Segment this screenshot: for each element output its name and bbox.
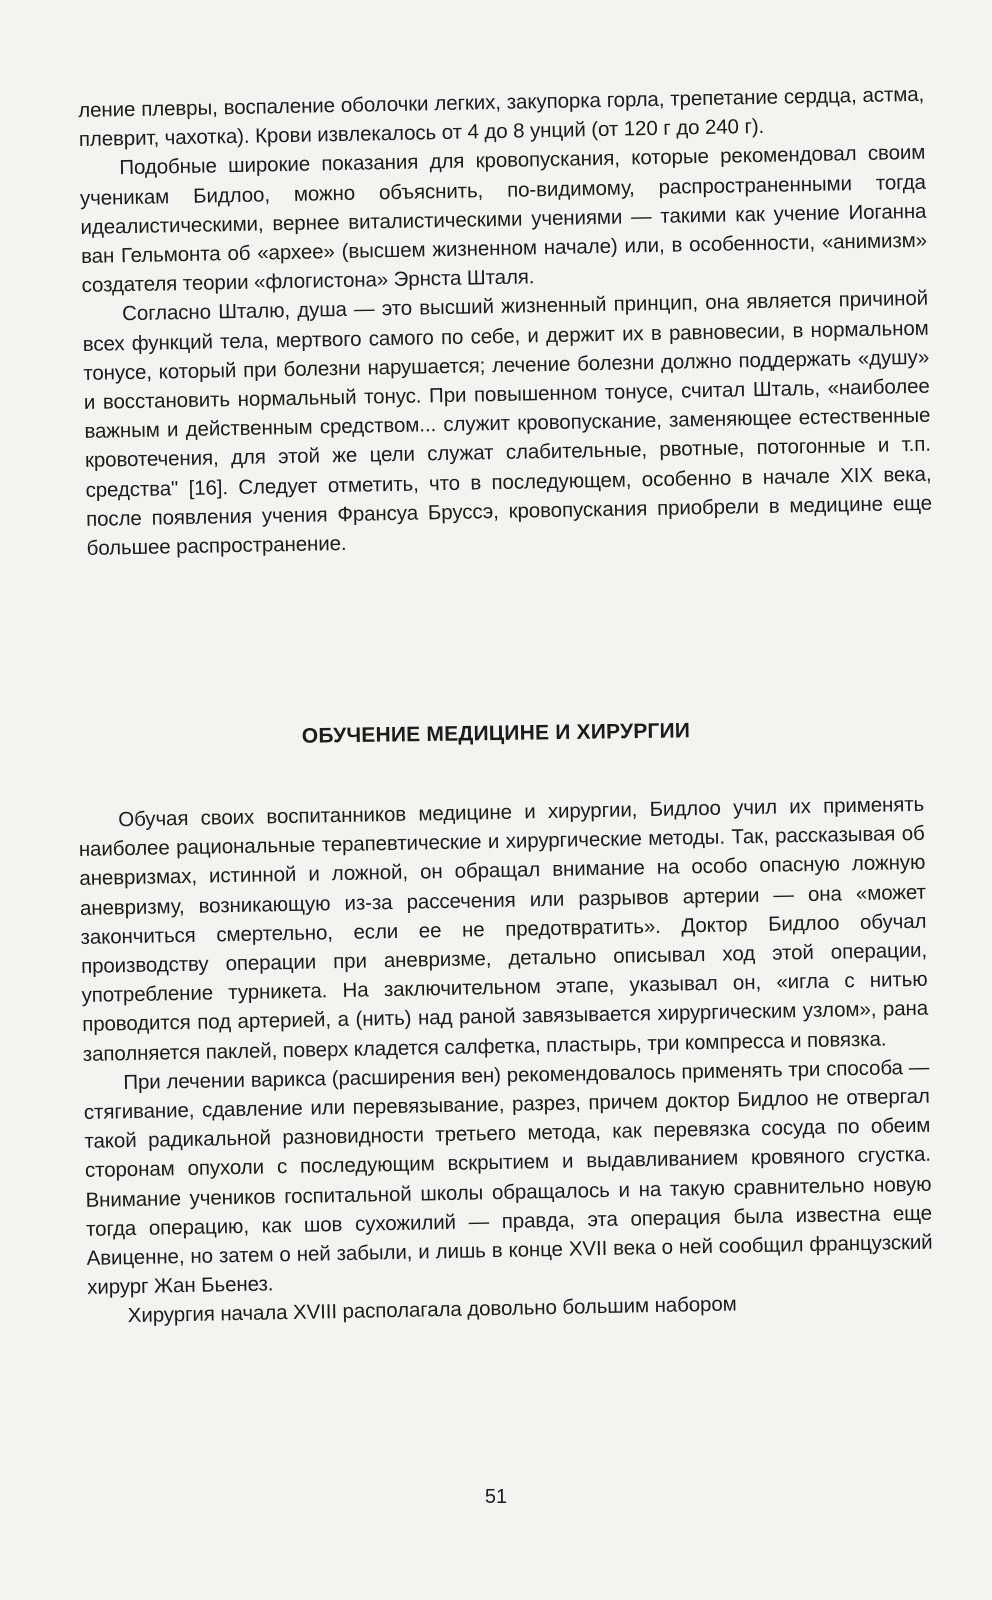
text-block-bottom bbox=[78, 790, 934, 1332]
paragraph: Согласно Шталю, душа — это высший жизненный принцип, она является причиной всех функций тела, мертвого самого по себе, и держит их в равновесии, в нормальном тонусе, который при болезни нарушается; лечение болезни должно поддержать «душу» и восстановить нормальный тонус. При повышенном тонусе, считал Шталь, «наиболее важным и действенным средством... служит кровопускание, заменяющее естественные кровотечения, для этой же цели служат слабительные, рвотные, потогонные и т.п. средства" [16]. Следует отметить, что в последующем, особенно в начале XIX века, после появления учения Франсуа Бруссэ, кровопускания приобрели в медицине еще большее распространение. bbox=[82, 287, 933, 560]
page-number: 51 bbox=[484, 1486, 508, 1508]
paragraph: ление плевры, воспаление оболочки легких, закупорка горла, трепетание сердца, астма, плеврит, чахотка). Крови извлекалось от 4 до 8 унций (от 120 г до 240 г). bbox=[78, 82, 925, 152]
paragraph: Хирургия начала XVIII располагала довольно большим набором bbox=[127, 1292, 737, 1328]
paragraph: Подобные широкие показания для кровопускания, которые рекомендовал своим ученикам Бидлоо, можно объяснить, по-видимому, распространенными тогда идеалистическими, вернее виталистическими учениями — такими как учение Иоганна ван Гельмонта об «архее» (высшем жизненном начале) или, в особенности, «анимизм» создателя теории «флогистона» Эрнста Шталя. bbox=[79, 141, 928, 298]
paragraph: Обучая своих воспитанников медицине и хирургии, Бидлоо учил их применять наиболее рациональные терапевтические и хирургические методы. Так, рассказывая об аневризмах, истинной и ложной, он обращал внимание на особо опасную ложную аневризму, возникающую из-за рассечения или разрывов артерии — она «может закончиться смертельно, если ее не предотвратить». Доктор Бидлоо обучал производству операции при аневризме, детально описывал ход этой операции, употребление турникета. На заключительном этапе, указывал он, «игла с нитью проводится под артерией, а (нить) над раной завязывается хирургическим узлом», рана заполняется паклей, поверх кладется салфетка, пластырь, три компресса и повязка. bbox=[78, 792, 929, 1066]
text-block-top bbox=[78, 80, 933, 563]
paragraph: При лечении варикса (расширения вен) рекомендовалось применять три способа — стягивание, сдавление или перевязывание, разрез, причем доктор Бидлоо не отвергал такой радикальной разновидности третьего метода, как перевязка сосуда по обеим сторонам опухоли с последующим вскрытием и выдавливанием кровяного сгустка. Внимание учеников госпитальной школы обращалось и на такую сравнительно новую тогда операцию, как шов сухожилий — правда, эта операция была известна еще Авиценне, но затем о ней забыли, и лишь в конце XVII века о ней сообщил французский хирург Жан Бьенез. bbox=[83, 1055, 933, 1300]
section-heading: ОБУЧЕНИЕ МЕДИЦИНЕ И ХИРУРГИИ bbox=[301, 719, 691, 748]
